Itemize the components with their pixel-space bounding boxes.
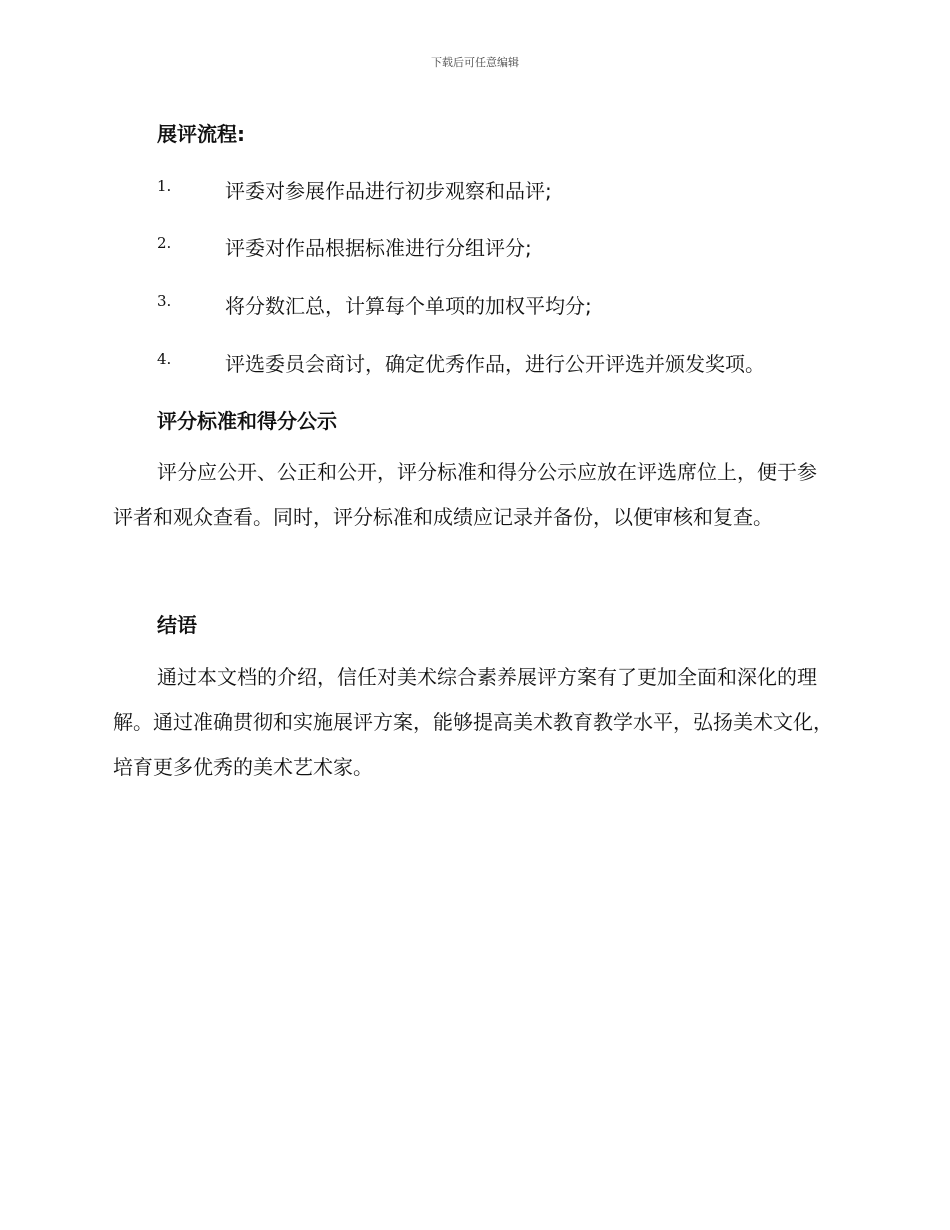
list-item <box>157 348 857 378</box>
conclusion-heading: 结语 <box>157 613 197 637</box>
list-text: 评委对作品根据标准进行分组评分; <box>225 236 532 260</box>
page-header: 下载后可任意编辑 <box>431 56 519 69</box>
list-number: 1. <box>157 177 172 195</box>
list-item <box>157 232 857 262</box>
list-text: 评委对参展作品进行初步观察和品评; <box>225 179 552 203</box>
scoring-heading: 评分标准和得分公示 <box>157 409 337 433</box>
list-text: 将分数汇总，计算每个单项的加权平均分; <box>225 294 592 318</box>
list-item <box>157 175 857 205</box>
conclusion-paragraph: 通过本文档的介绍，信任对美术综合素养展评方案有了更加全面和深化的理解。通过准确贯彻和实施展评方案，能够提高美术教育教学水平，弘扬美术文化，培育更多优秀的美术艺术家。 <box>113 665 833 779</box>
list-number: 4. <box>157 350 172 368</box>
list-number: 2. <box>157 234 172 252</box>
list-text: 评选委员会商讨，确定优秀作品，进行公开评选并颁发奖项。 <box>225 352 765 376</box>
process-heading: 展评流程: <box>157 122 245 146</box>
list-item <box>157 290 857 320</box>
scoring-paragraph: 评分应公开、公正和公开，评分标准和得分公示应放在评选席位上，便于参评者和观众查看。同时，评分标准和成绩应记录并备份，以便审核和复查。 <box>113 460 817 529</box>
list-number: 3. <box>157 292 172 310</box>
